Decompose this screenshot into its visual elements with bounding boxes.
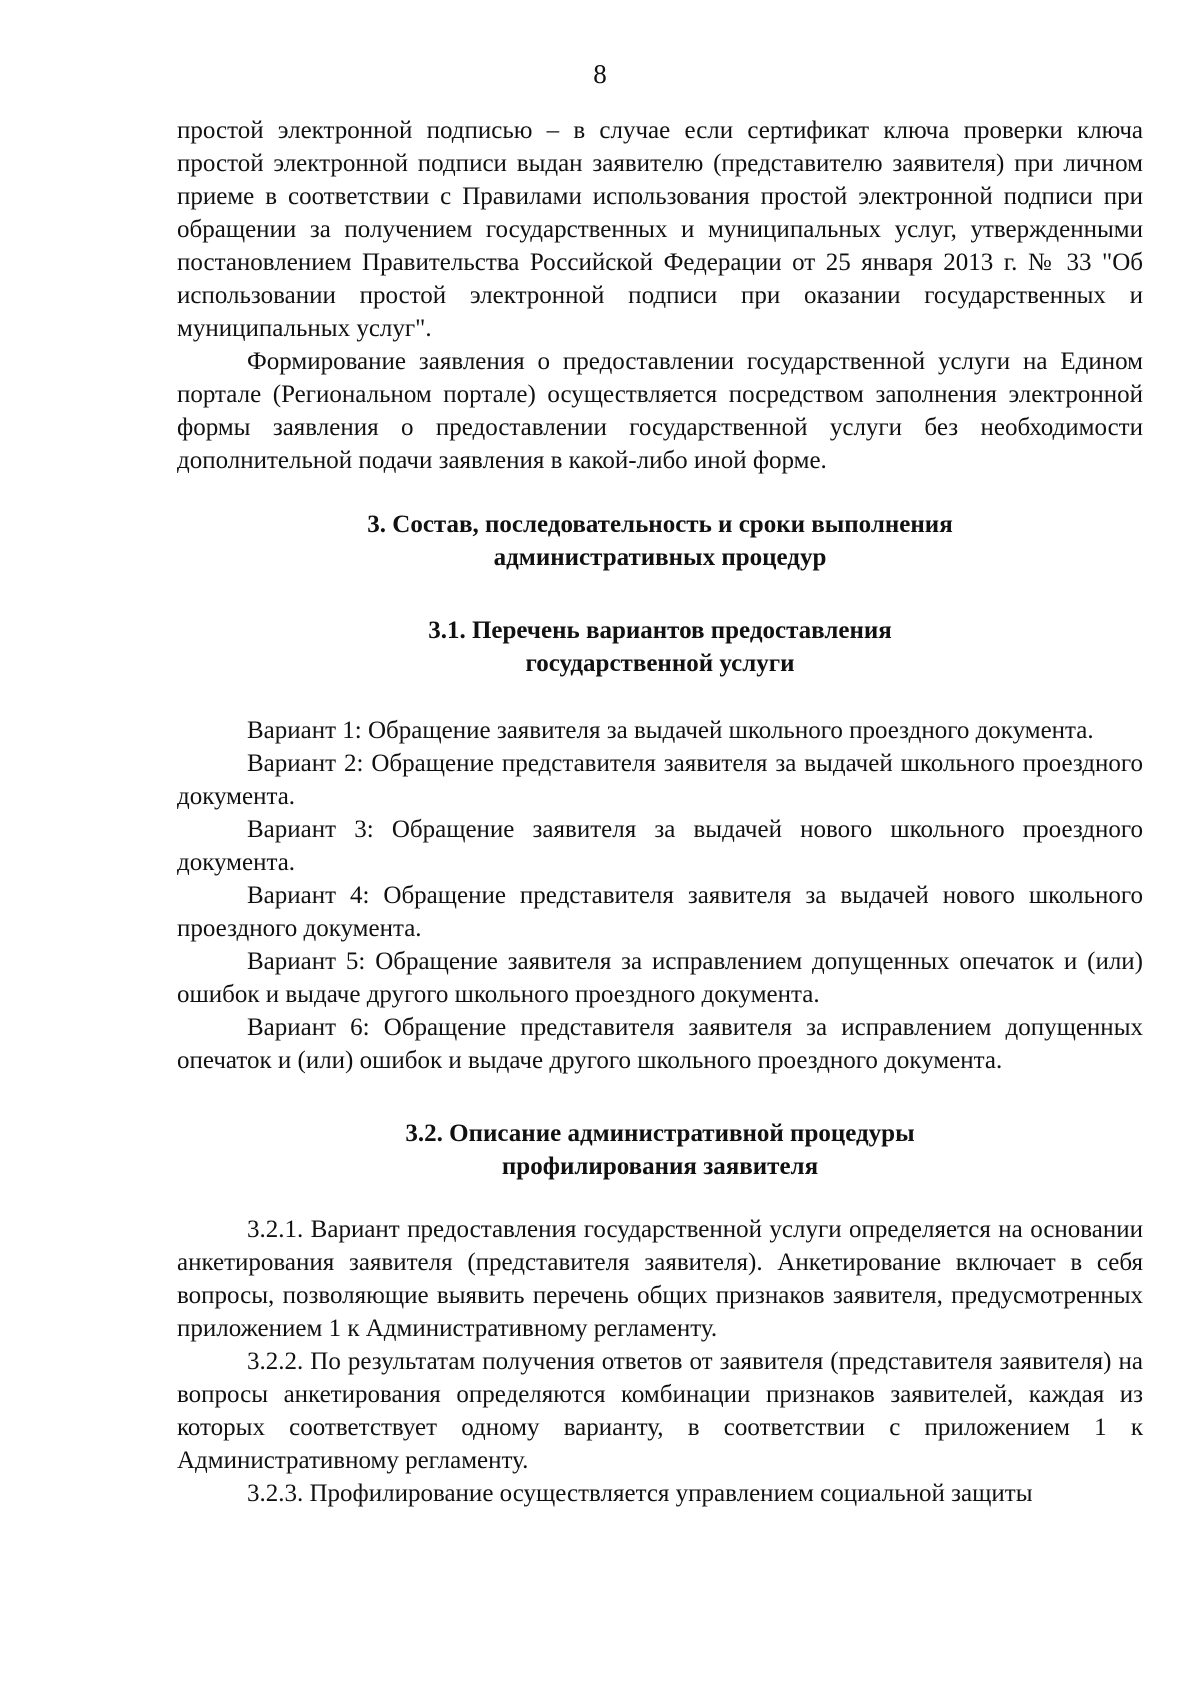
variant-text: Обращение представителя заявителя за исправлением допущенных опечаток и (или) ошибок и выдаче другого школьного проездного документа. [177,1014,1143,1074]
section-3-heading [177,508,1143,574]
variant-text: Обращение заявителя за исправлением допущенных опечаток и (или) ошибок и выдаче другого школьного проездного документа. [177,948,1144,1008]
variant-item [177,714,1143,747]
variants-list [177,714,1143,1077]
variant-label: Вариант 1: [247,717,362,744]
intro-paragraph-continuation: простой электронной подписью – в случае если сертификат ключа проверки ключа простой электронной подписи выдан заявителю (представителю заявителя) при личном приеме в соответствии с Правилами использования простой электронной подписи при обращении за получением государственных и муниципальных услуг, утвержденными постановлением Правительства Российской Федерации от 25 января 2013 г. № 33 "Об использовании простой электронной подписи при оказании государственных и муниципальных услуг". [177,117,1143,342]
variant-text: Обращение заявителя за выдачей школьного проездного документа. [368,717,1094,744]
section-3-heading-line-1: 3. Состав, последовательность и сроки выполнения [367,511,953,538]
paragraph-3-2-1: 3.2.1. Вариант предоставления государственной услуги определяется на основании анкетирования заявителя (представителя заявителя). Анкетирование включает в себя вопросы, позволяющие выявить перечень общих признаков заявителя, предусмотренных приложением 1 к Административному регламенту. [177,1216,1143,1342]
variant-item [177,747,1143,813]
section-3-1-heading-line-2: государственной услуги [525,650,795,677]
section-3-heading-line-2: административных процедур [493,544,827,571]
variant-label: Вариант 2: [247,750,364,777]
section-3-1-heading-line-1: 3.1. Перечень вариантов предоставления [428,617,892,644]
variant-item [177,813,1143,879]
variant-label: Вариант 4: [247,882,370,909]
page-number: 8 [593,59,607,89]
variant-label: Вариант 6: [247,1014,370,1041]
variant-item [177,1011,1143,1077]
variant-item [177,879,1143,945]
section-3-2-heading-line-2: профилирования заявителя [501,1153,819,1180]
variant-item [177,945,1143,1011]
intro-paragraph-form: Формирование заявления о предоставлении государственной услуги на Едином портале (Региональном портале) осуществляется посредством заполнения электронной формы заявления о предоставлении государственной услуги без необходимости дополнительной подачи заявления в какой-либо иной форме. [177,348,1143,474]
document-body [177,114,1143,1510]
paragraph-3-2-2: 3.2.2. По результатам получения ответов от заявителя (представителя заявителя) на вопросы анкетирования определяются комбинации признаков заявителей, каждая из которых соответствует одному варианту, в соответствии с приложением 1 к Административному регламенту. [177,1348,1143,1474]
section-3-1-heading [177,614,1143,680]
variant-text: Обращение заявителя за выдачей нового школьного проездного документа. [177,816,1144,876]
section-3-2-heading-line-1: 3.2. Описание административной процедуры [405,1120,915,1147]
variant-text: Обращение представителя заявителя за выдачей нового школьного проездного документа. [177,882,1144,942]
section-3-2-heading [177,1117,1143,1183]
paragraph-3-2-3: 3.2.3. Профилирование осуществляется управлением социальной защиты [247,1480,1033,1507]
variant-label: Вариант 3: [247,816,374,843]
variant-text: Обращение представителя заявителя за выдачей школьного проездного документа. [177,750,1144,810]
variant-label: Вариант 5: [247,948,366,975]
